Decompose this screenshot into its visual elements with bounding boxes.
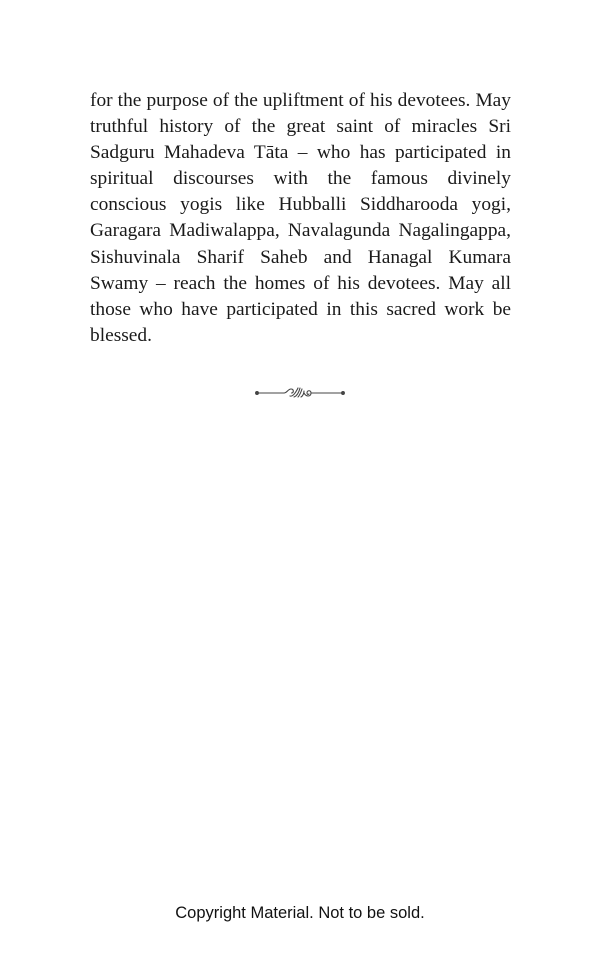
body-paragraph: for the purpose of the upliftment of his devotees. May truthful history of the great saint of miracles Sri Sadguru Mahadeva Tāta – who has participated in spiritual discourses with the famous divinely conscious yogis like Hubballi Siddharooda yogi, Garagara Madiwalappa, Navalagunda Nagalingappa, Sishuvinala Sharif Saheb and Hanagal Kumara Swamy – reach the homes of his devotees. May all those who have participated in this sacred work be blessed. xyxy=(90,90,511,346)
copyright-footer: Copyright Material. Not to be sold. xyxy=(175,904,425,922)
flourish-divider-icon xyxy=(254,384,346,402)
